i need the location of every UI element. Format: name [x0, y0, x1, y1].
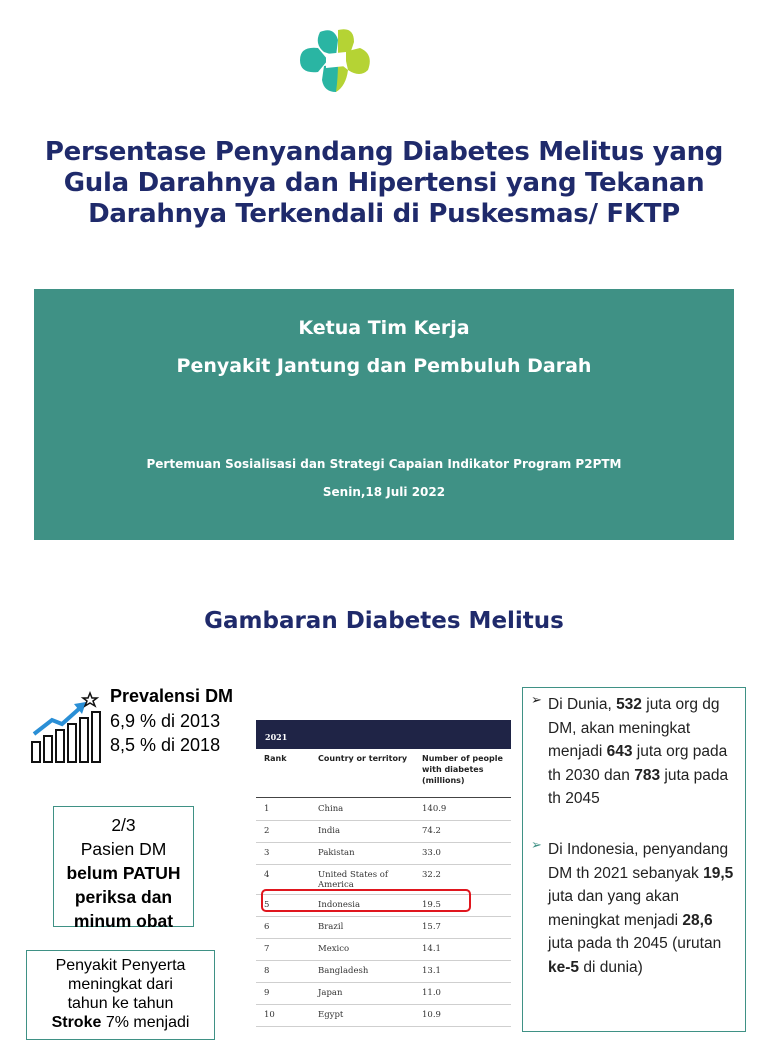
table-cell-country: Pakistan [318, 848, 355, 858]
table-cell-value: 19.5 [422, 900, 441, 910]
table-cell-value: 32.2 [422, 870, 441, 880]
arrow-bullet-icon: ➢ [531, 692, 542, 707]
table-cell-value: 10.9 [422, 1010, 441, 1020]
table-cell-rank: 4 [264, 870, 270, 880]
prevalence-title: Prevalensi DM [110, 686, 234, 706]
indonesia-fact-rank: ke-5 [548, 958, 580, 976]
world-fact-532: 532 [616, 696, 642, 713]
adherence-bold-1: belum PATUH [66, 863, 181, 883]
banner-meeting: Pertemuan Sosialisasi dan Strategi Capaian Indikator Program P2PTM [146, 457, 622, 471]
prevalence-2018: 8,5 % di 2018 [110, 735, 221, 755]
adherence-box [53, 806, 194, 931]
table-row [256, 982, 511, 1005]
growth-chart-icon [28, 690, 102, 764]
table-row [256, 938, 511, 961]
table-cell-rank: 7 [264, 944, 270, 954]
table-column-headers [256, 749, 511, 798]
table-cell-country: Mexico [318, 944, 350, 954]
comorbidity-line-4 [27, 1013, 214, 1032]
indonesia-highlight [261, 889, 471, 912]
table-cell-country: India [318, 826, 341, 836]
table-cell-rank: 8 [264, 966, 270, 976]
table-year-header [256, 720, 511, 749]
table-cell-rank: 1 [264, 804, 270, 814]
adherence-subject: Pasien DM [80, 839, 167, 859]
indonesia-fact-end: di dunia) [579, 958, 643, 976]
comorbidity-stroke: Stroke [51, 1014, 102, 1031]
table-cell-value: 15.7 [422, 922, 441, 932]
table-row [256, 798, 511, 821]
table-cell-country: United States of America [318, 870, 389, 890]
table-cell-value: 13.1 [422, 966, 441, 976]
facts-box [522, 687, 746, 1032]
table-cell-value: 14.1 [422, 944, 441, 954]
adherence-bold-2: periksa dan [74, 887, 173, 907]
indonesia-fact-mid2: juta pada th 2045 (urutan [548, 935, 722, 952]
adherence-bold-3: minum obat [73, 911, 174, 931]
comorbidity-box [26, 950, 215, 1040]
table-cell-value: 11.0 [422, 988, 441, 998]
col-header-number: Number of people with diabetes (millions) [422, 754, 503, 785]
comorbidity-line-4-rest: 7% menjadi [101, 1014, 190, 1031]
col-header-rank: Rank [264, 754, 287, 763]
table-row [256, 960, 511, 983]
table-cell-value: 33.0 [422, 848, 441, 858]
prevalence-2013: 6,9 % di 2013 [110, 711, 221, 731]
table-cell-rank: 9 [264, 988, 270, 998]
table-cell-country: Egypt [318, 1010, 344, 1020]
table-cell-country: Japan [318, 988, 343, 998]
table-cell-value: 74.2 [422, 826, 441, 836]
comorbidity-line-1: Penyakit Penyerta [55, 957, 186, 974]
table-cell-rank: 5 [264, 900, 270, 910]
indonesia-fact-mid: juta dan yang akan meningkat menjadi [548, 888, 683, 929]
table-cell-country: China [318, 804, 344, 814]
page-title [40, 137, 728, 230]
comorbidity-line-2: meningkat dari [68, 976, 173, 993]
col-header-country: Country or territory [318, 754, 408, 763]
world-fact-mid1: juta org dg DM, akan meningkat menjadi [548, 696, 720, 760]
world-fact-pre: Di Dunia, [548, 696, 617, 713]
table-cell-country: Brazil [318, 922, 344, 932]
world-fact-end: juta pada th 2045 [548, 766, 729, 807]
indonesia-fact-19-5: 19,5 [703, 864, 734, 882]
title-line-1: Persentase Penyandang Diabetes Melitus yang [44, 137, 724, 167]
world-fact-783: 783 [634, 766, 661, 784]
table-year: 2021 [265, 732, 288, 742]
world-fact-mid2: juta org pada th 2030 dan [548, 743, 728, 784]
banner-team: Penyakit Jantung dan Pembuluh Darah [176, 355, 592, 377]
presenter-banner [34, 289, 734, 540]
table-cell-rank: 10 [264, 1010, 275, 1020]
title-line-3: Darahnya Terkendali di Puskesmas/ FKTP [88, 199, 680, 229]
table-row [256, 820, 511, 843]
table-cell-rank: 2 [264, 826, 270, 836]
indonesia-fact-28-6: 28,6 [682, 911, 713, 929]
table-cell-rank: 6 [264, 922, 270, 932]
world-fact-643: 643 [606, 743, 633, 760]
world-fact [548, 693, 740, 811]
banner-role: Ketua Tim Kerja [298, 317, 470, 339]
kemenkes-logo-icon [298, 26, 372, 94]
arrow-bullet-icon: ➢ [531, 837, 542, 852]
table-cell-country: Indonesia [318, 900, 361, 910]
table-cell-value: 140.9 [422, 804, 447, 814]
adherence-fraction: 2/3 [111, 815, 136, 835]
table-row [256, 842, 511, 865]
diabetes-country-table [256, 720, 511, 1030]
section-title: Gambaran Diabetes Melitus [204, 608, 564, 634]
table-row [256, 916, 511, 939]
title-line-2: Gula Darahnya dan Hipertensi yang Tekanan [63, 168, 705, 198]
table-cell-rank: 3 [264, 848, 270, 858]
indonesia-fact-pre: Di Indonesia, penyandang DM th 2021 sebanyak [548, 841, 729, 882]
indonesia-fact [548, 838, 740, 979]
banner-date: Senin,18 Juli 2022 [322, 485, 446, 499]
comorbidity-line-3: tahun ke tahun [67, 995, 174, 1012]
table-cell-country: Bangladesh [318, 966, 369, 976]
